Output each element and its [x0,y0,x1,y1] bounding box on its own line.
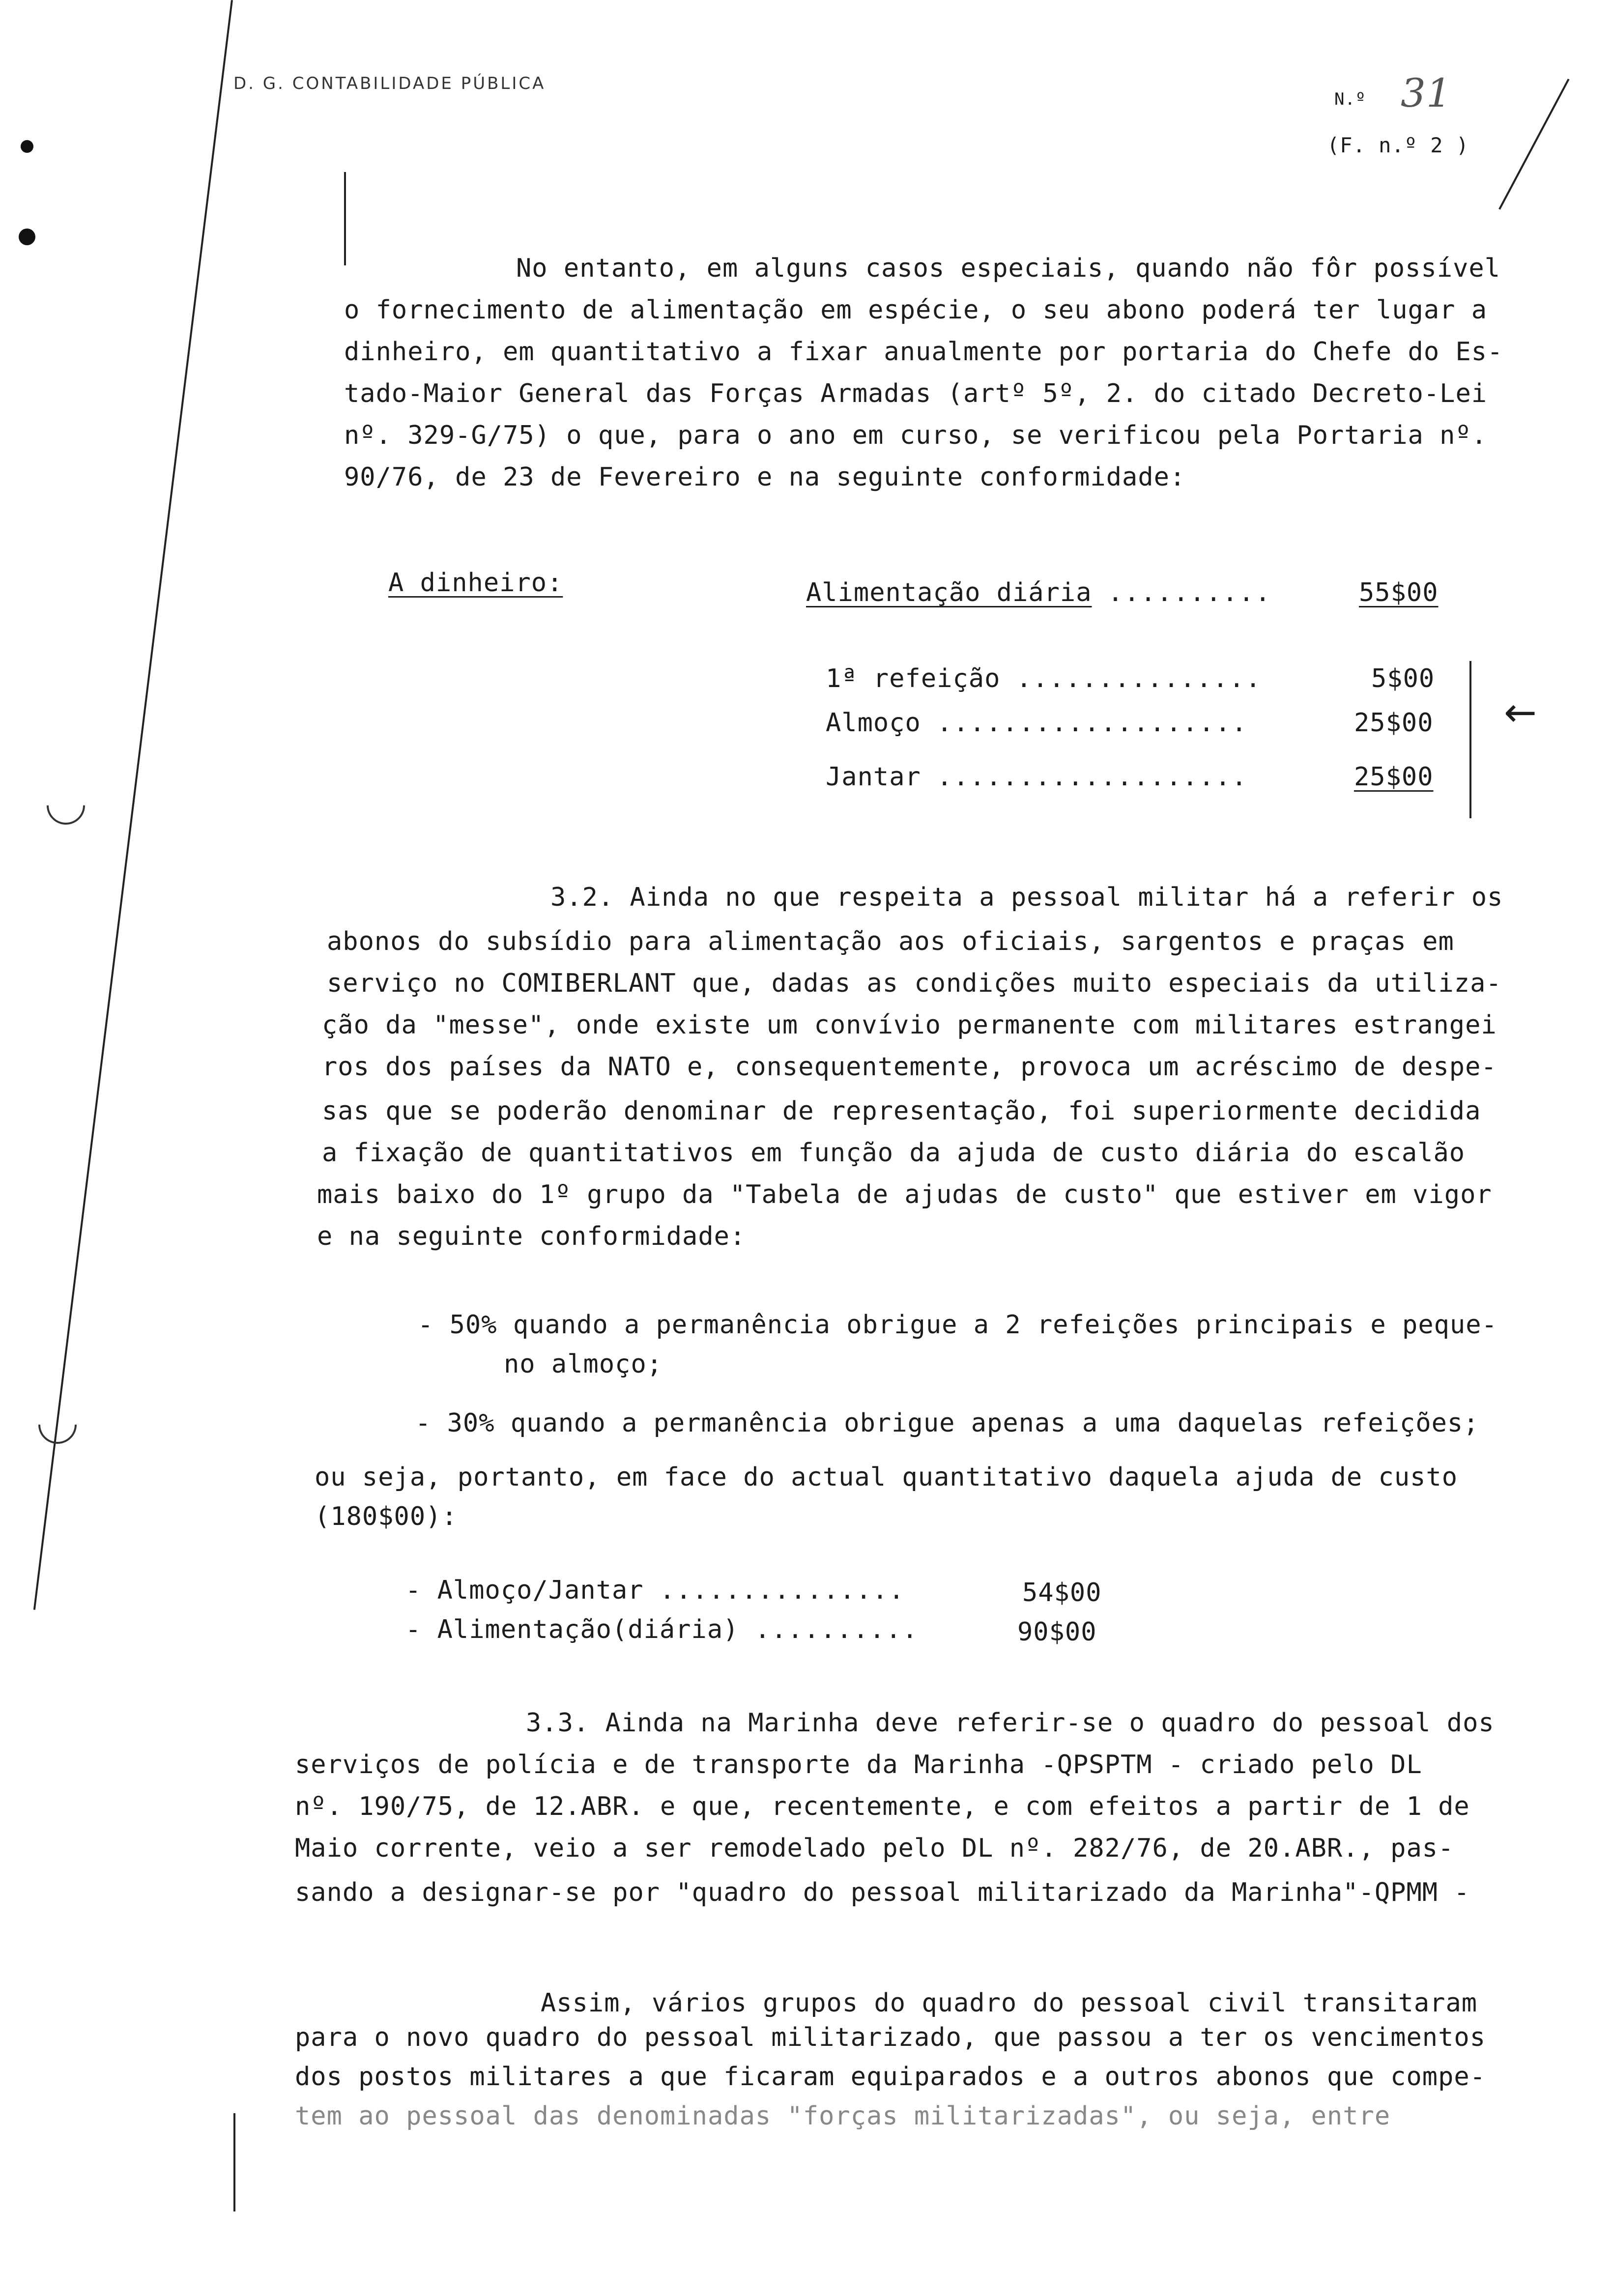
arrow-mark: ← [1504,689,1538,735]
paragraph-1-line: tado-Maior General das Forças Armadas (artº 5º, 2. do citado Decreto-Lei [344,379,1488,408]
paragraph-2-line: e na seguinte conformidade: [317,1222,746,1251]
paragraph-1-line: No entanto, em alguns casos especiais, quando não fôr possível [516,254,1501,283]
cash-label: A dinheiro: [388,568,563,598]
paragraph-4-line: sando a designar-se por "quadro do pessoal militarizado da Marinha"-QPMM - [295,1878,1470,1907]
leader-dots: ............... [1016,664,1262,693]
paragraph-4-line: Maio corrente, veio a ser remodelado pelo DL nº. 282/76, de 20.ABR., pas- [295,1834,1454,1863]
paragraph-2-line: abonos do subsídio para alimentação aos oficiais, sargentos e praças em [327,927,1454,956]
paragraph-5-line: para o novo quadro do pessoal militarizado, que passou a ter os vencimentos [295,2023,1486,2052]
paragraph-1-line: nº. 329-G/75) o que, para o ano em curso, se verificou pela Portaria nº. [344,421,1488,450]
paragraph-2-line: ros dos países da NATO e, consequentemente, provoca um acréscimo de despe- [322,1052,1497,1082]
allowance-value: 90$00 [1017,1617,1097,1647]
meal-value: 25$00 [1354,708,1434,738]
paragraph-2-line: a fixação de quantitativos em função da ajuda de custo diária do escalão [322,1138,1466,1168]
allowance-row [405,1578,905,1603]
paragraph-4-line: 3.3. Ainda na Marinha deve referir-se o quadro do pessoal dos [526,1708,1495,1738]
daily-food-row [806,580,1271,605]
left-margin-line-bottom [233,2113,235,2211]
meal-row [826,710,1248,736]
paragraph-2-line: ção da "messe", onde existe um convívio permanente com militares estrangei [322,1010,1497,1040]
meal-row [826,666,1262,691]
department-header: D. G. CONTABILIDADE PÚBLICA [233,74,546,93]
ring-binder-mark [39,778,93,832]
meal-label: Jantar [826,762,921,792]
paragraph-4-line: serviços de polícia e de transporte da Marinha -QPSPTM - criado pelo DL [295,1750,1422,1779]
paragraph-2-line: sas que se poderão denominar de representação, foi superiormente decidida [322,1096,1481,1126]
leader-dots: ................... [937,762,1248,792]
paragraph-3-line: (180$00): [315,1502,458,1531]
paragraph-2-line: serviço no COMIBERLANT que, dadas as condições muito especiais da utiliza- [327,969,1502,998]
paragraph-5-line-faded: tem ao pessoal das denominadas "forças militarizadas", ou seja, entre [295,2101,1391,2131]
punch-hole-mark [19,229,35,245]
ring-binder-mark [30,1398,85,1452]
paragraph-1-line: o fornecimento de alimentação em espécie, o seu abono poderá ter lugar a [344,295,1488,325]
paragraph-2-line: 3.2. Ainda no que respeita a pessoal militar há a referir os [550,883,1503,912]
daily-food-value: 55$00 [1359,578,1439,607]
leader-dots: ................... [937,708,1248,738]
meal-value: 25$00 [1354,762,1434,792]
number-label: N.º [1334,89,1366,109]
meal-value: 5$00 [1371,664,1435,693]
paragraph-1-line: 90/76, de 23 de Fevereiro e na seguinte conformidade: [344,462,1186,492]
paragraph-2-line: mais baixo do 1º grupo da "Tabela de ajudas de custo" que estiver em vigor [317,1180,1492,1209]
paragraph-5-line: Assim, vários grupos do quadro do pessoal civil transitaram [541,1988,1478,2018]
allowance-row [405,1617,919,1642]
daily-food-label: Alimentação diária [806,578,1092,607]
allowance-label: - Almoço/Jantar [405,1576,644,1605]
sheet-number: (F. n.º 2 ) [1327,133,1469,157]
meal-label: Almoço [826,708,921,738]
paragraph-3-line: ou seja, portanto, em face do actual quantitativo daquela ajuda de custo [315,1463,1458,1492]
leader-dots: .......... [754,1615,919,1644]
bullet-item-continuation: no almoço; [504,1349,663,1379]
allowance-value: 54$00 [1022,1578,1102,1607]
margin-bracket-mark [1469,661,1471,818]
paragraph-4-line: nº. 190/75, de 12.ABR. e que, recentemente, e com efeitos a partir de 1 de [295,1792,1470,1821]
left-margin-line-short [344,172,346,265]
bullet-item: - 50% quando a permanência obrigue a 2 refeições principais e peque- [418,1310,1497,1340]
paragraph-1-line: dinheiro, em quantitativo a fixar anualmente por portaria do Chefe do Es- [344,337,1503,367]
allowance-label: - Alimentação(diária) [405,1615,739,1644]
meal-label: 1ª refeição [826,664,1001,693]
meal-row [826,764,1248,790]
leader-dots: .......... [1107,578,1271,607]
punch-hole-mark [21,140,33,153]
number-value: 31 [1401,70,1452,116]
bullet-item: - 30% quando a permanência obrigue apenas a uma daquelas refeições; [415,1408,1479,1438]
leader-dots: ............... [659,1576,905,1605]
signature-stroke [1498,79,1569,210]
paragraph-5-line: dos postos militares a que ficaram equiparados e a outros abonos que compe- [295,2062,1486,2092]
